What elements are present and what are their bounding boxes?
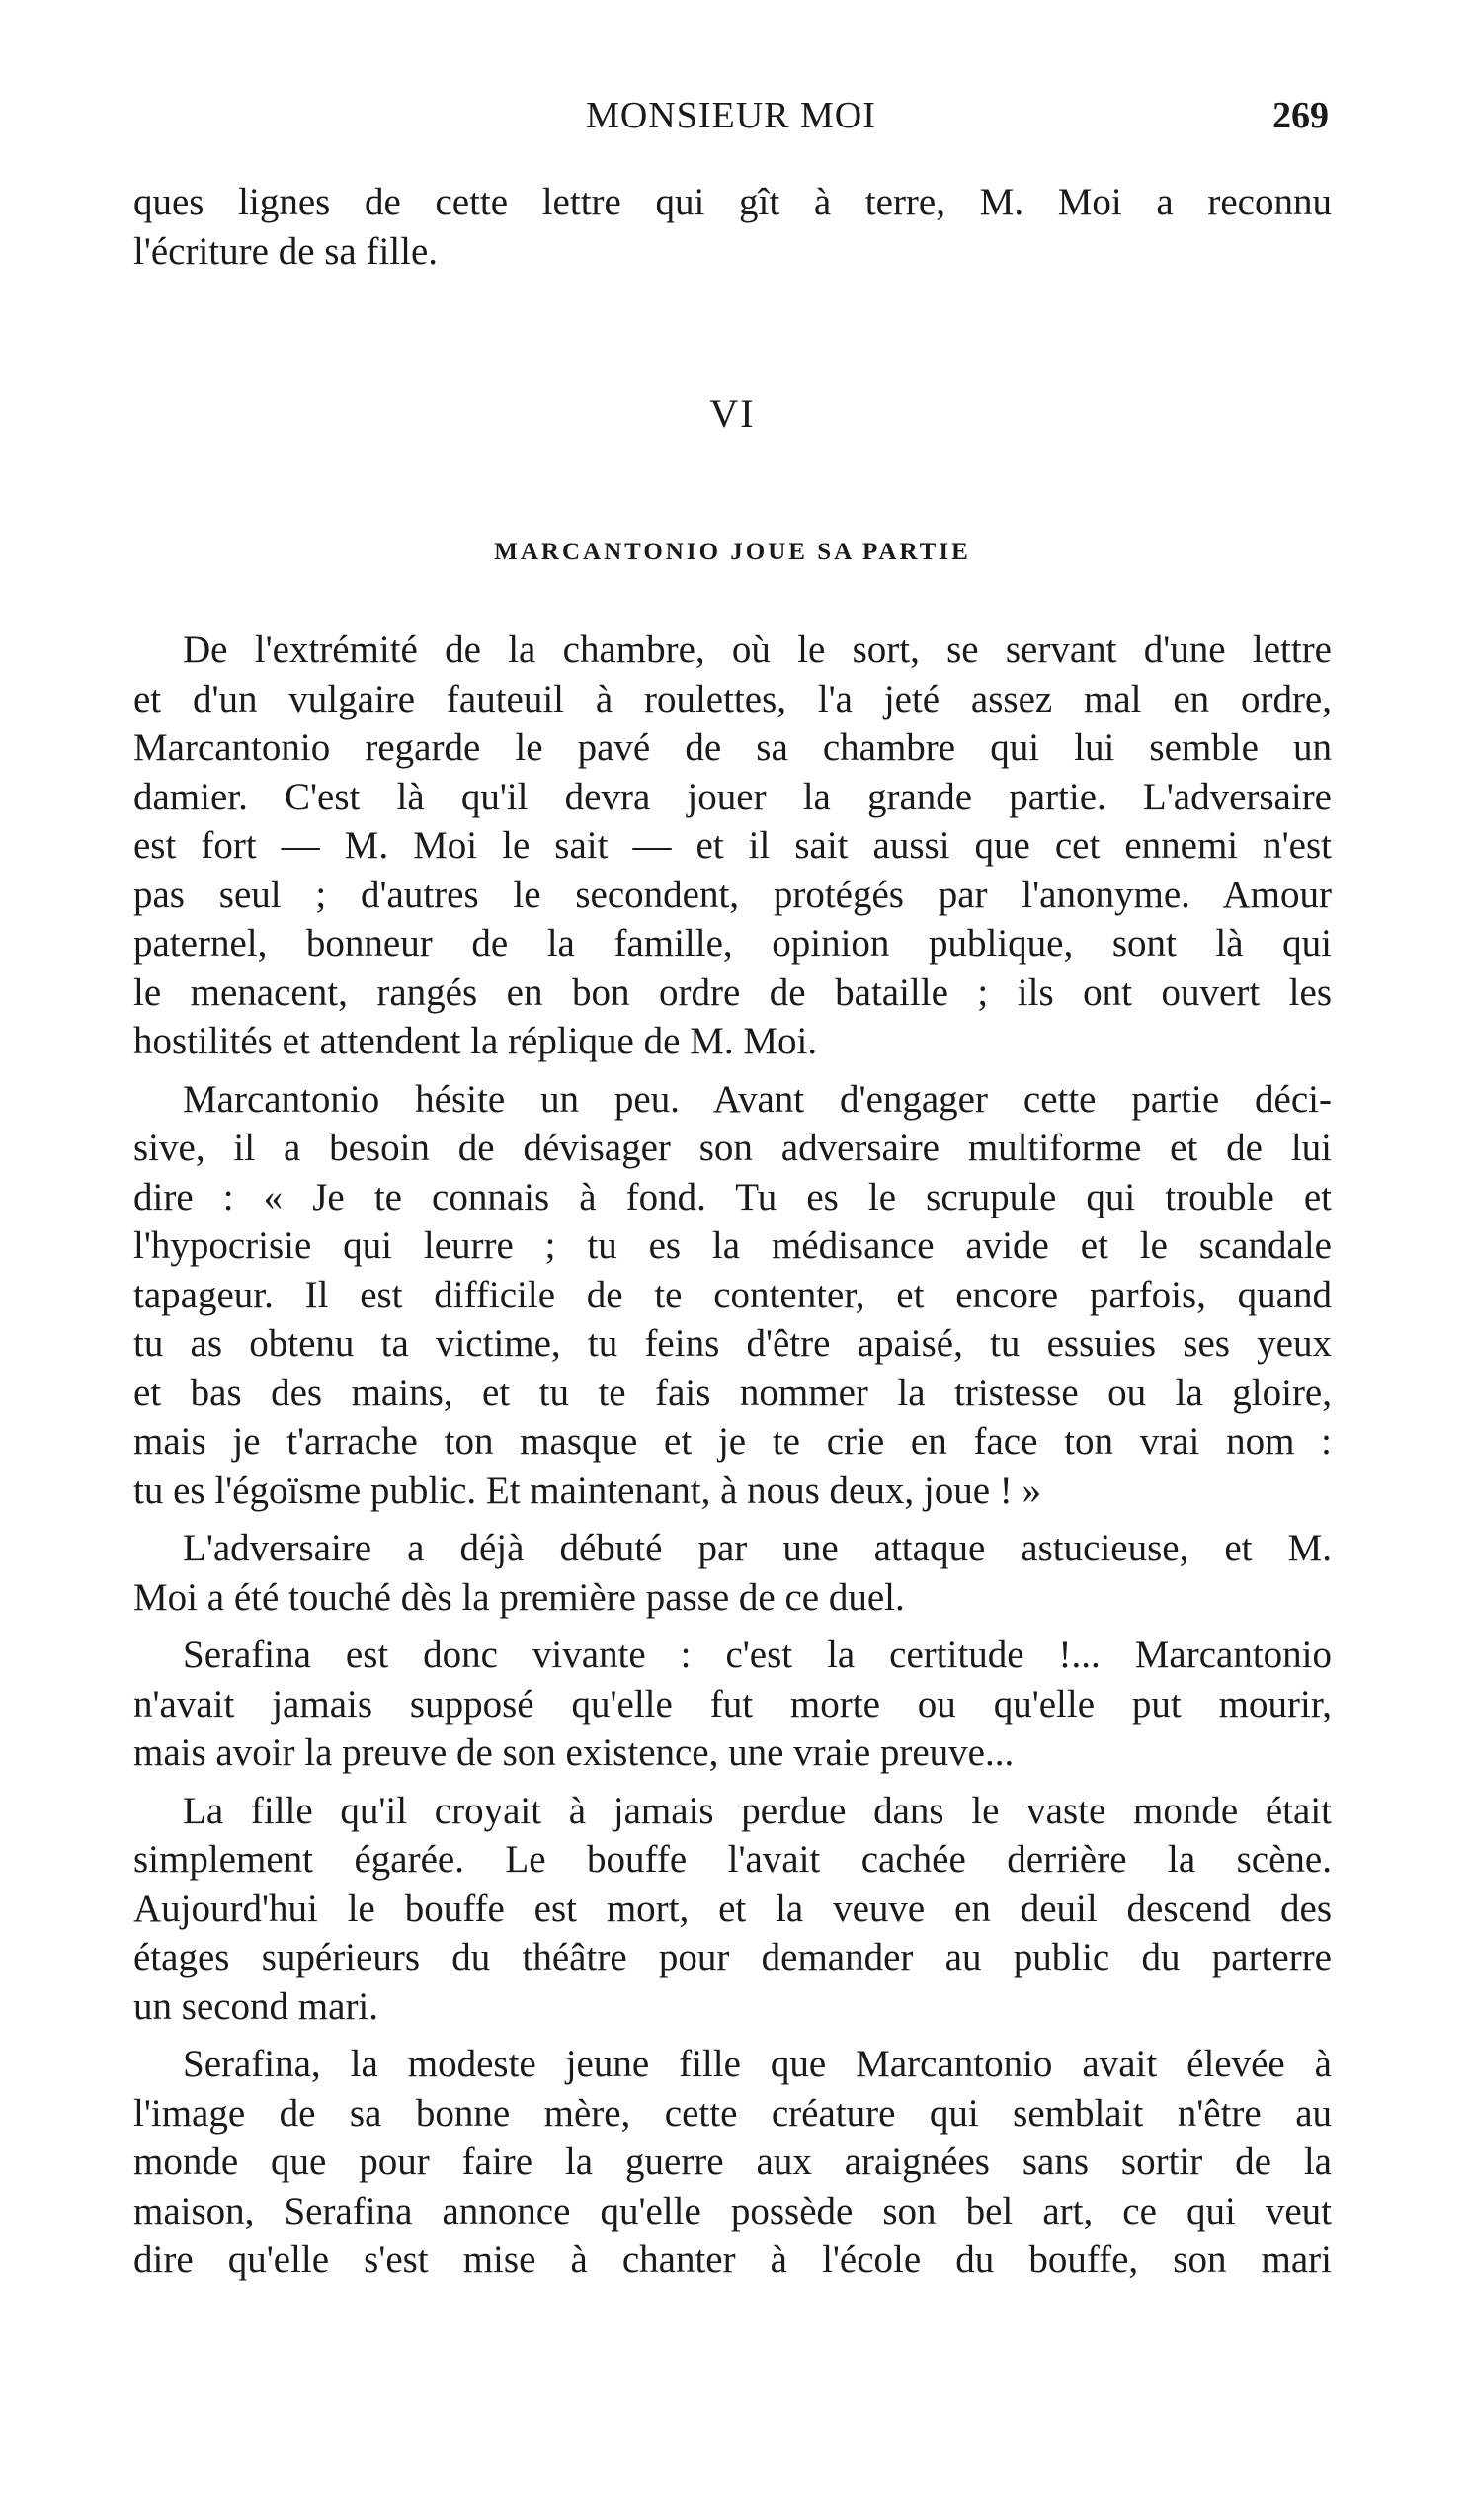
page-number: 269 [1272,95,1329,136]
text-line: De l'extrémité de la chambre, où le sort, se servant d'une lettre [183,629,1332,671]
text-line: Aujourd'hui le bouffe est mort, et la veuve en deuil descend des [133,1887,1332,1930]
text-line: étages supérieurs du théâtre pour demander au public du parterre [133,1936,1332,1978]
text-line: L'adversaire a déjà débuté par une attaque astucieuse, et M. [183,1527,1332,1569]
paragraph [133,1787,1332,2032]
paragraph [133,2040,1332,2285]
text-line: mais je t'arrache ton masque et je te crie en face ton vrai nom : [133,1420,1332,1463]
text-line: dire qu'elle s'est mise à chanter à l'école du bouffe, son mari [133,2238,1332,2281]
text-line: Serafina est donc vivante : c'est la certitude !... Marcantonio [183,1634,1332,1676]
paragraph [133,626,1332,1066]
text-line: Serafina, la modeste jeune fille que Marcantonio avait élevée à [183,2043,1332,2085]
text-line: sive, il a besoin de dévisager son adversaire multiforme et de lui [133,1127,1332,1169]
text-line: Marcantonio hésite un peu. Avant d'engager cette partie déci- [183,1077,1332,1121]
chapter-title: MARCANTONIO JOUE SA PARTIE [494,538,971,565]
text-block [133,178,1332,2294]
text-line: Marcantonio regarde le pavé de sa chambre qui lui semble un [133,726,1332,769]
paragraph [133,1631,1332,1778]
text-line: maison, Serafina annonce qu'elle possède son bel art, ce qui veut [133,2189,1332,2232]
paragraph [133,1524,1332,1622]
text-line: tapageur. Il est difficile de te contenter, et encore parfois, quand [133,1273,1332,1316]
text-line: est fort — M. Moi le sait — et il sait aussi que cet ennemi n'est [133,824,1332,867]
text-line: l'hypocrisie qui leurre ; tu es la médisance avide et le scandale [133,1224,1332,1267]
running-head [133,94,1329,143]
text-line: hostilités et attendent la réplique de M. Moi. [133,1020,818,1062]
text-line: damier. C'est là qu'il devra jouer la grande partie. L'adversaire [133,775,1332,818]
text-line: l'écriture de sa fille. [133,229,439,273]
text-line: monde que pour faire la guerre aux araignées sans sortir de la [133,2141,1332,2183]
text-line: Moi a été touché dès la première passe de ce duel. [133,1575,905,1619]
text-line: pas seul ; d'autres le secondent, protégés par l'anonyme. Amour [133,873,1332,916]
text-line: tu es l'égoïsme public. Et maintenant, à nous deux, joue ! » [133,1469,1041,1512]
text-line: ques lignes de cette lettre qui gît à terre, M. Moi a reconnu [133,181,1332,223]
text-line: n'avait jamais supposé qu'elle fut morte ou qu'elle put mourir, [133,1682,1332,1725]
chapter-number: VI [709,391,756,436]
text-line: paternel, bonneur de la famille, opinion publique, sont là qui [133,922,1332,965]
running-title: MONSIEUR MOI [586,95,876,136]
text-line: et d'un vulgaire fauteuil à roulettes, l'a jeté assez mal en ordre, [133,677,1332,720]
text-line: La fille qu'il croyait à jamais perdue dans le vaste monde était [183,1789,1332,1832]
text-line: et bas des mains, et tu te fais nommer la tristesse ou la gloire, [133,1371,1332,1414]
text-line: tu as obtenu ta victime, tu feins d'être apaisé, tu essuies ses yeux [133,1322,1332,1365]
opening-paragraph [133,178,1332,276]
text-line: l'image de sa bonne mère, cette créature qui semblait n'être au [133,2091,1332,2135]
text-line: un second mari. [133,1984,379,2028]
text-line: le menacent, rangés en bon ordre de bataille ; ils ont ouvert les [133,970,1332,1014]
text-line: dire : « Je te connais à fond. Tu es le scrupule qui trouble et [133,1175,1332,1218]
text-line: simplement égarée. Le bouffe l'avait cachée derrière la scène. [133,1838,1332,1881]
text-line: mais avoir la preuve de son existence, une vraie preuve... [133,1731,1015,1774]
paragraph [133,1075,1332,1516]
